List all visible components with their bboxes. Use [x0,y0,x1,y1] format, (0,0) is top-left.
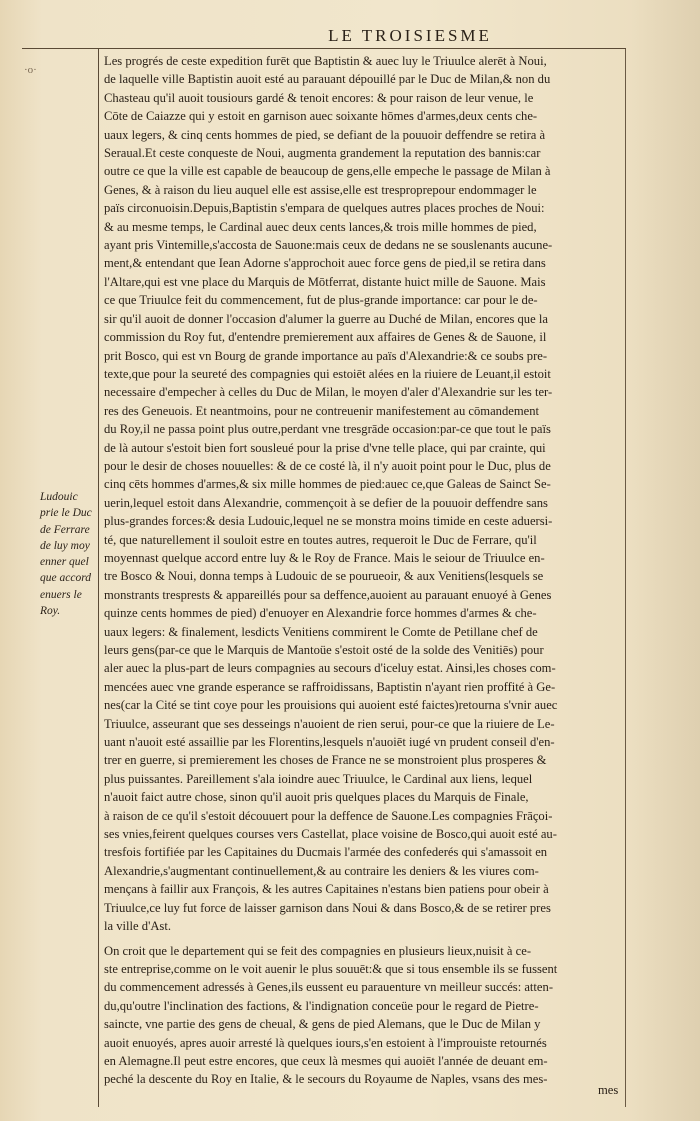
text-line: du,qu'outre l'inclination des factions, & l'indignation conceüe pour le regard de Pietre- [104,998,539,1013]
marginal-note [40,489,98,619]
text-line: auoit enuoyés, apres auoir arresté là quelques iours,s'en estoient à l'improuiste retournés [104,1035,547,1050]
body-text [104,52,628,1089]
text-line: ses vnies,feirent quelques courses vers Castellat, place voisine de Bosco,qui auoit esté au- [104,827,557,842]
text-line: la ville d'Ast. [104,919,171,934]
text-line: uant n'auoit esté assaillie par les Florentins,lesquels n'auoiēt iugé vn prudent conseil d'en- [104,735,555,750]
text-line: uaux legers, & cinq cents hommes de pied, se defiant de la pouuoir deffendre se retira à [104,127,546,142]
paragraph-2 [104,942,628,1089]
margin-rule-left [98,49,99,1107]
text-line: de laquelle ville Baptistin auoit esté au parauant dépouillé par le Duc de Milan,& non du [104,72,551,87]
margin-marks: ·o· [24,64,37,76]
text-line: plus-grandes forces:& desia Ludouic,lequel ne se monstra moins timide en ceste aduersi- [104,514,553,529]
text-line: outre ce que la ville est capable de beaucoup de gens,elle empeche le passage de Milan à [104,164,551,179]
text-line: ste entreprise,comme on le voit auenir le plus souuēt:& que si tous ensemble ils se fussent [104,961,558,976]
text-line: plus puissantes. Pareillement s'ala ioindre auec Triuulce, le Cardinal aux liens, lequel [104,771,533,786]
text-line: peché la descente du Roy en Italie, & le secours du Royaume de Naples, vsans des mes- [104,1072,548,1087]
paragraph-1 [104,52,628,936]
text-line: Cōte de Caiazze qui y estoit en garnison auec soixante hōmes d'armes,deux cents che- [104,109,538,124]
text-line: mencées auec vne grande esperance se raffroidissans, Baptistin n'ayant rien proffité à Ge- [104,679,556,694]
text-line: l'Altare,qui est vne place du Marquis de Mōtferrat, distante huict mille de Sauone. Mais [104,274,546,289]
text-line: ayant pris Vintemille,s'accosta de Sauone:mais ceux de dedans ne se souslenants aucune- [104,238,553,253]
text-line: saincte, vne partie des gens de cheual, & gens de pied Alemans, que le Duc de Milan y [104,1017,541,1032]
text-line: té, que naturellement il souloit estre en toutes autres, requeroit le Duc de Ferrare, qu'il [104,532,537,547]
text-line: prit Bosco, qui est vn Bourg de grande importance au païs d'Alexandrie:& ce soubs pre- [104,348,548,363]
text-line: & au mesme temps, le Cardinal auec deux cents lances,& trois mille hommes de pied, [104,219,537,234]
header-rule [22,48,626,49]
text-line: cinq cēts hommes d'armes,& six mille hommes de pied:auec ce,que Galeas de Sainct Se- [104,477,551,492]
text-line: tre Bosco & Noui, donna temps à Ludouic de se pourueoir, & aux Venitiens(lesquels se [104,569,544,584]
text-line: Les progrés de ceste expedition furēt que Baptistin & auec luy le Triuulce alerēt à Noui, [104,54,547,68]
text-line: Alexandrie,s'augmentant continuellement,& au contraire les deniers & les viures com- [104,863,539,878]
text-line: aler auec la plus-part de leurs compagnies au secours d'iceluy estat. Ainsi,les choses com- [104,661,556,676]
text-line: Triuulce,ce luy fut force de laisser garnison dans Noui & dans Bosco,& de se retirer pres [104,900,551,915]
margin-note-line: de luy moy [40,539,90,552]
text-line: moyennast quelque accord entre luy & le Roy de France. Mais le seiour de Triuulce en- [104,550,545,565]
text-line: leurs gens(par-ce que le Marquis de Mantoüe s'estoit osté de la solde des Venitiēs) pour [104,643,544,657]
margin-note-line: Roy. [40,605,61,618]
text-line: monstrants tresprests & appareillés pour sa deffence,auoient au parauant enuoyé à Genes [104,587,552,602]
text-line: païs circonuoisin.Depuis,Baptistin s'empara de quelques autres places proches de Noui: [104,201,545,216]
text-line: On croit que le departement qui se feit des compagnies en plusieurs lieux,nuisit à ce- [104,943,532,958]
text-line: du commencement adressés à Genes,ils eussent eu parauenture vn meilleur succés: atten- [104,980,554,995]
text-line: sir qu'il auoit de donner l'occasion d'alumer la guerre au Duché de Milan, encores que la [104,311,548,326]
text-line: ment,& entendant que Iean Adorne s'approchoit auec force gens de pied,il se retira dans [104,256,546,271]
text-line: commission du Roy fut, d'entendre premierement aux affaires de Genes & de Sauone, il [104,330,547,345]
text-line: uerin,lequel estoit dans Alexandrie, commençoit à se defier de la pouuoir deffendre sans [104,495,548,510]
text-line: en Alemagne.Il peut estre encores, que ceux là mesmes qui auoiēt l'année de deuant em- [104,1053,548,1068]
text-line: texte,que pour la seureté des compagnies qui estoiēt alées en la riuiere de Leuant,il estoit [104,366,551,381]
page-edge-shadow [630,0,700,1121]
text-line: mençans à faillir aux François, & les autres Capitaines n'estans bien patiens pour obeir à [104,882,549,897]
margin-note-line: enner quel [40,556,89,569]
margin-note-line: que accord [40,572,91,585]
catchword: mes [598,1083,619,1097]
text-line: quinze cents hommes de pied) d'enuoyer en Alexandrie force hommes d'armes & che- [104,606,537,621]
text-line: du Roy,il ne passa point plus outre,perdant vne tresgrāde occasion:par-ce que tout le païs [104,422,551,437]
text-line: de là autour s'estoit bien fort sousleué pour la prise d'vne telle place, qui par crainte, qui [104,440,546,455]
text-line: necessaire d'empecher à celles du Duc de Milan, le moyen d'aler d'Alexandrie sur les ter- [104,385,553,400]
text-line: pour le desir de choses nouuelles: & de ce costé là, il n'y auoit point pour le Duc, plus de [104,458,551,473]
text-line: Seraual.Et ceste conqueste de Noui, augmenta grandement la reputation des bannis:car [104,146,541,161]
text-line: Triuulce, asseurant que ses desseings n'auoient de rien serui, pour-ce que la riuiere de Le- [104,716,555,731]
text-line: uaux legers: & finalement, lesdicts Venitiens commirent le Comte de Petillane chef de [104,624,538,639]
text-line: nes(car la Cité se tint coye pour les prouisions qui auoient esté faictes)retourna s'vnir auec [104,698,558,713]
text-line: res des Geneuois. Et neantmoins, pour ne contreuenir manifestement au cōmandement [104,403,540,418]
text-line: ce que Triuulce feit du commencement, fut de plus-grande importance: car pour le de- [104,293,538,308]
margin-note-line: de Ferrare [40,523,90,536]
text-line: trer en guerre, si premierement les choses de France ne se monstroient plus prosperes & [104,753,547,768]
running-header [0,26,700,46]
text-line: n'auoit faict autre chose, sinon qu'il auoit pris quelques places du Marquis de Finale, [104,790,529,805]
running-title: LE TROISIESME [328,26,492,45]
text-line: à raison de ce qu'il s'estoit découuert pour la deffence de Sauone.Les compagnies Frāçoi- [104,808,553,823]
margin-note-line: enuers le [40,588,82,601]
margin-note-line: prie le Duc [40,507,92,520]
margin-note-line: Ludouic [40,491,78,503]
text-line: Genes, & à raison du lieu auquel elle est assise,elle est tresproprepour endommager le [104,182,537,197]
text-line: tresfois fortifiée par les Capitaines du Ducmais l'armée des confederés qui s'amassoit en [104,845,548,860]
text-line: Chasteau qu'il auoit tousiours gardé & tenoit encores: & pour raison de leur venue, le [104,90,534,105]
